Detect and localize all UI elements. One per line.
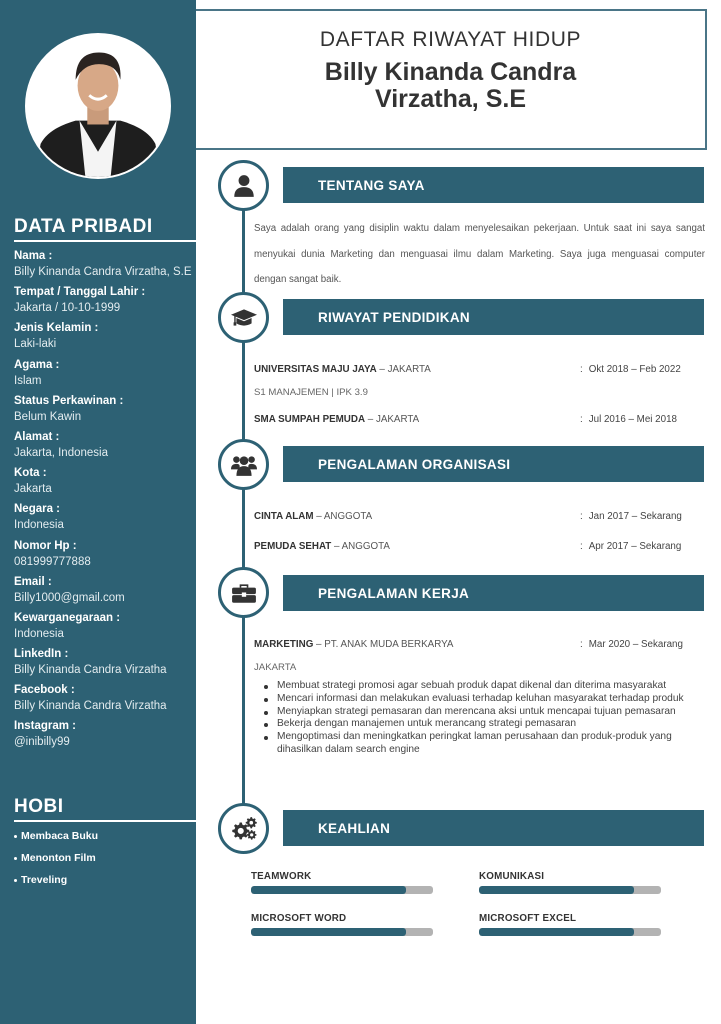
date-text: Apr 2017 – Sekarang [588, 541, 682, 552]
duty-item: Membuat strategi promosi agar sebuah produk dapat dikenal dan diterima masyarakat [262, 680, 707, 693]
hobby-item [14, 873, 194, 887]
organization-role: – ANGGOTA [313, 511, 373, 522]
duty-item: Mencari informasi dan melakukan evaluasi terhadap keluhan masyarakat terhadap produk [262, 693, 707, 706]
data-label: LinkedIn : [14, 648, 69, 661]
date-range: : Okt 2018 – Feb 2022 [580, 364, 681, 375]
organization-role: – ANGGOTA [331, 541, 390, 552]
organization-icon-circle [218, 439, 269, 490]
personal-data-list [14, 249, 194, 756]
profile-photo [25, 33, 171, 179]
institution-name: SMA SUMPAH PEMUDA [254, 414, 366, 425]
work-location: JAKARTA [254, 662, 297, 673]
skill-label: KOMUNIKASI [479, 871, 545, 882]
degree-info: S1 MANAJEMEN | IPK 3.9 [254, 387, 368, 398]
institution-name: UNIVERSITAS MAJU JAYA [254, 364, 377, 375]
skill-bar-fill [251, 886, 406, 894]
education-entry [254, 364, 704, 378]
hobby-list [14, 829, 194, 895]
work-icon-circle [218, 567, 269, 618]
section-header-work: PENGALAMAN KERJA [283, 575, 704, 611]
data-value: Islam [14, 374, 42, 387]
data-value: Indonesia [14, 627, 64, 640]
user-icon [231, 173, 257, 199]
section-header-skills: KEAHLIAN [283, 810, 704, 846]
instagram-link[interactable]: @inibilly99 [14, 736, 70, 749]
facebook-link[interactable]: Billy Kinanda Candra Virzatha [14, 700, 167, 713]
section-header-about: TENTANG SAYA [283, 167, 704, 203]
duty-item: Bekerja dengan manajemen untuk merancang strategi pemasaran [262, 718, 707, 731]
data-item-city [14, 466, 194, 497]
about-text: Saya adalah orang yang disiplin waktu dalam menyelesaikan pekerjaan. Untuk saat ini saya sangat menyukai dunia Marketing dan menguasai ilmu dalam Marketing. Saya juga menguasai computer dengan sangat baik. [254, 223, 705, 285]
skill-label: TEAMWORK [251, 871, 312, 882]
job-duties-list [262, 680, 707, 757]
data-item-address [14, 430, 194, 461]
data-label: Tempat / Tanggal Lahir : [14, 286, 146, 299]
data-item-birth [14, 285, 194, 316]
briefcase-icon [231, 580, 257, 606]
data-item-phone [14, 539, 194, 570]
data-value: 081999777888 [14, 555, 91, 568]
person-portrait-icon [27, 35, 169, 177]
data-item-citizenship [14, 611, 194, 642]
section-header-organization: PENGALAMAN ORGANISASI [283, 446, 704, 482]
data-value: Indonesia [14, 519, 64, 532]
data-label: Kewarganegaraan : [14, 611, 121, 624]
skill-bar-track [251, 928, 433, 936]
data-item-name [14, 249, 194, 280]
sidebar [0, 0, 196, 1024]
bullet-icon [14, 857, 17, 860]
data-item-country [14, 502, 194, 533]
divider [14, 240, 196, 242]
candidate-name [196, 59, 705, 113]
data-label: Negara : [14, 503, 61, 516]
personal-data-heading: DATA PRIBADI [14, 216, 153, 237]
skill-bar-fill [251, 928, 406, 936]
date-range: : Mar 2020 – Sekarang [580, 639, 683, 650]
organization-name: CINTA ALAM [254, 511, 314, 522]
job-title: MARKETING [254, 639, 314, 650]
data-label: Nama : [14, 250, 53, 262]
data-label: Instagram : [14, 720, 76, 733]
skill-label: MICROSOFT EXCEL [479, 913, 577, 924]
linkedin-link[interactable]: Billy Kinanda Candra Virzatha [14, 664, 167, 677]
institution-location: – JAKARTA [376, 364, 431, 375]
duty-item: Mengoptimasi dan meningkatkan peringkat laman perusahaan dan produk-produk yang dihasilkan dalam search engine [262, 731, 707, 757]
date-text: Jul 2016 – Mei 2018 [588, 414, 677, 425]
hobby-item [14, 851, 194, 865]
skill-bar-track [479, 886, 661, 894]
about-icon-circle [218, 160, 269, 211]
divider [14, 820, 196, 822]
email-link[interactable]: Billy1000@gmail.com [14, 591, 125, 604]
data-item-marital [14, 394, 194, 425]
work-entry [254, 639, 704, 653]
skill-bar-fill [479, 886, 634, 894]
data-label: Kota : [14, 467, 47, 480]
data-label: Status Perkawinan : [14, 394, 124, 407]
skill-label: MICROSOFT WORD [251, 913, 347, 924]
education-entry [254, 414, 704, 428]
gears-icon [231, 816, 257, 842]
organization-entry [254, 511, 704, 525]
data-item-facebook [14, 683, 194, 714]
date-range: : Jan 2017 – Sekarang [580, 511, 682, 522]
skill-teamwork [251, 871, 433, 894]
data-value: Belum Kawin [14, 410, 82, 423]
graduation-cap-icon [231, 305, 257, 331]
hobby-label: Treveling [21, 874, 68, 886]
education-icon-circle [218, 292, 269, 343]
data-label: Email : [14, 575, 52, 588]
hobby-heading: HOBI [14, 796, 64, 817]
skill-communication [479, 871, 661, 894]
hobby-label: Membaca Buku [21, 830, 99, 842]
skill-excel [479, 913, 661, 936]
date-text: Jan 2017 – Sekarang [588, 511, 682, 522]
skills-icon-circle [218, 803, 269, 854]
date-range: : Apr 2017 – Sekarang [580, 541, 682, 552]
skill-word [251, 913, 433, 936]
document-title: DAFTAR RIWAYAT HIDUP [319, 28, 582, 51]
hobby-label: Menonton Film [21, 852, 96, 864]
data-value: Jakarta [14, 483, 52, 496]
data-item-linkedin [14, 647, 194, 678]
company-name: – PT. ANAK MUDA BERKARYA [313, 639, 454, 650]
date-range: : Jul 2016 – Mei 2018 [580, 414, 677, 425]
organization-entry [254, 541, 704, 555]
data-label: Nomor Hp : [14, 539, 77, 552]
duty-item: Menyiapkan strategi pemasaran dan merencana aksi untuk mencapai tujuan pemasaran [262, 706, 707, 719]
data-value: Laki-laki [14, 338, 57, 351]
data-label: Agama : [14, 358, 60, 371]
data-value: Billy Kinanda Candra Virzatha, S.E [14, 266, 192, 278]
name-line-1: Billy Kinanda Candra [324, 58, 577, 86]
group-icon [231, 452, 257, 478]
data-label: Facebook : [14, 684, 75, 697]
data-item-gender [14, 321, 194, 352]
data-value: Jakarta / 10-10-1999 [14, 302, 121, 315]
section-header-education: RIWAYAT PENDIDIKAN [283, 299, 704, 335]
hobby-item [14, 829, 194, 843]
data-item-email [14, 575, 194, 606]
data-label: Alamat : [14, 430, 60, 443]
date-text: Okt 2018 – Feb 2022 [588, 364, 681, 375]
bullet-icon [14, 879, 17, 882]
data-item-religion [14, 358, 194, 389]
data-value: Jakarta, Indonesia [14, 446, 108, 459]
name-line-2: Virzatha, S.E [375, 85, 526, 113]
skill-bar-track [251, 886, 433, 894]
title-box [196, 9, 707, 150]
skill-bar-track [479, 928, 661, 936]
organization-name: PEMUDA SEHAT [254, 541, 332, 552]
date-text: Mar 2020 – Sekarang [588, 639, 683, 650]
skill-bar-fill [479, 928, 634, 936]
institution-location: – JAKARTA [365, 414, 420, 425]
data-label: Jenis Kelamin : [14, 322, 99, 335]
data-item-instagram [14, 719, 194, 750]
bullet-icon [14, 835, 17, 838]
